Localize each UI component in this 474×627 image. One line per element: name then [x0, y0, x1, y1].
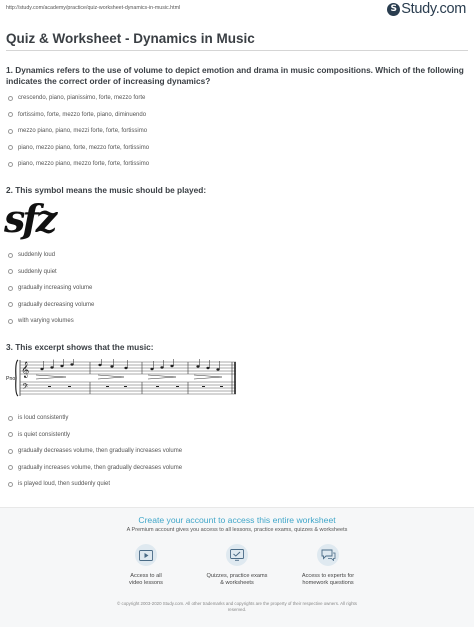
- answer-label: suddenly loud: [18, 252, 56, 258]
- page-title: Quiz & Worksheet - Dynamics in Music: [6, 31, 255, 46]
- feature-experts: [290, 544, 366, 588]
- expert-chat-icon: [317, 544, 339, 566]
- title-divider: [6, 50, 468, 51]
- answer-label: piano, mezzo piano, forte, mezzo forte, fortissimo: [18, 144, 150, 151]
- copyright-notice: [60, 601, 414, 614]
- answer-option[interactable]: [8, 283, 92, 293]
- feature-line-1: Quizzes, practice exams: [206, 573, 268, 579]
- svg-text:𝄞: 𝄞: [21, 362, 30, 378]
- radio-icon[interactable]: [8, 253, 13, 258]
- answer-label: is quiet consistently: [18, 431, 71, 438]
- answer-label: gradually increasing volume: [18, 285, 93, 291]
- answer-option[interactable]: [8, 300, 94, 310]
- logo-text: Study.com: [401, 1, 466, 17]
- feature-line-2: homework questions: [302, 580, 354, 587]
- answer-option[interactable]: [8, 250, 55, 260]
- answer-label: gradually decreasing volume: [18, 301, 95, 308]
- radio-icon[interactable]: [8, 269, 13, 274]
- radio-icon[interactable]: [8, 129, 13, 134]
- radio-icon[interactable]: [8, 482, 13, 487]
- answer-label: is loud consistently: [18, 415, 69, 421]
- answer-label: gradually increases volume, then gradually decreases volume: [18, 464, 183, 471]
- radio-icon[interactable]: [8, 319, 13, 324]
- question-1-prompt: 1. Dynamics refers to the use of volume to depict emotion and drama in music compositions. Which of the following indicates the correct order of increasing dynamics?: [6, 65, 464, 87]
- radio-icon[interactable]: [8, 432, 13, 437]
- radio-icon[interactable]: [8, 112, 13, 117]
- radio-icon[interactable]: [8, 162, 13, 167]
- answer-option[interactable]: [8, 446, 182, 456]
- radio-icon[interactable]: [8, 416, 13, 421]
- create-account-link[interactable]: Create your account to access this entire worksheet: [138, 515, 336, 525]
- answer-option[interactable]: [8, 413, 68, 423]
- radio-icon[interactable]: [8, 449, 13, 454]
- top-bar: [0, 0, 474, 20]
- answer-label: fortissimo, forte, mezzo forte, piano, diminuendo: [18, 111, 147, 118]
- logo-badge-icon: S: [387, 3, 400, 16]
- answer-option[interactable]: [8, 479, 110, 489]
- answer-option[interactable]: [8, 126, 147, 136]
- radio-icon[interactable]: [8, 302, 13, 307]
- answer-option[interactable]: [8, 143, 149, 153]
- answer-option[interactable]: [8, 93, 145, 103]
- answer-label: is played loud, then suddenly quiet: [18, 481, 111, 487]
- feature-line-1: Access to all: [130, 573, 162, 579]
- feature-line-2: video lessons: [129, 580, 163, 587]
- answer-label: suddenly quiet: [18, 268, 57, 275]
- signup-panel: [0, 507, 474, 627]
- answer-option[interactable]: [8, 430, 70, 440]
- answer-option[interactable]: [8, 159, 149, 169]
- radio-icon[interactable]: [8, 145, 13, 150]
- answer-option[interactable]: [8, 316, 74, 326]
- question-3-prompt: 3. This excerpt shows that the music:: [6, 342, 154, 352]
- video-lesson-icon: [135, 544, 157, 566]
- page-url: http://study.com/academy/practice/quiz-worksheet-dynamics-in-music.html: [6, 5, 181, 11]
- answer-option[interactable]: [8, 463, 182, 473]
- question-2-prompt: 2. This symbol means the music should be played:: [6, 185, 207, 195]
- answer-label: piano, mezzo piano, mezzo forte, forte, fortissimo: [18, 161, 150, 167]
- copyright-line-1: © copyright 2003-2020 Study.com. All other trademarks and copyrights are the property of their respective owners. All rights: [117, 601, 357, 606]
- answer-label: with varying volumes: [18, 318, 74, 324]
- answer-option[interactable]: [8, 267, 57, 277]
- feature-line-1: Access to experts for: [301, 573, 355, 579]
- answer-label: gradually decreases volume, then gradually increases volume: [18, 448, 183, 454]
- staff-label: Pno.: [6, 376, 17, 382]
- study-logo[interactable]: [387, 1, 466, 17]
- answer-label: mezzo piano, piano, mezzi forte, forte, fortissimo: [18, 128, 148, 134]
- radio-icon[interactable]: [8, 465, 13, 470]
- music-excerpt-image: [6, 358, 240, 398]
- quiz-worksheet-icon: [226, 544, 248, 566]
- cta-subtitle: A Premium account gives you access to all lessons, practice exams, quizzes & worksheets: [126, 527, 348, 533]
- sfz-symbol: sfz: [4, 196, 55, 241]
- svg-text:𝄢: 𝄢: [22, 383, 29, 394]
- feature-line-2: & worksheets: [220, 580, 254, 587]
- answer-label: crescendo, piano, pianissimo, forte, mezzo forte: [18, 95, 146, 101]
- radio-icon[interactable]: [8, 96, 13, 101]
- answer-option[interactable]: [8, 110, 146, 120]
- feature-video-lessons: [108, 544, 184, 588]
- copyright-line-2: reserved.: [227, 607, 247, 613]
- feature-quizzes: [199, 544, 275, 588]
- radio-icon[interactable]: [8, 286, 13, 291]
